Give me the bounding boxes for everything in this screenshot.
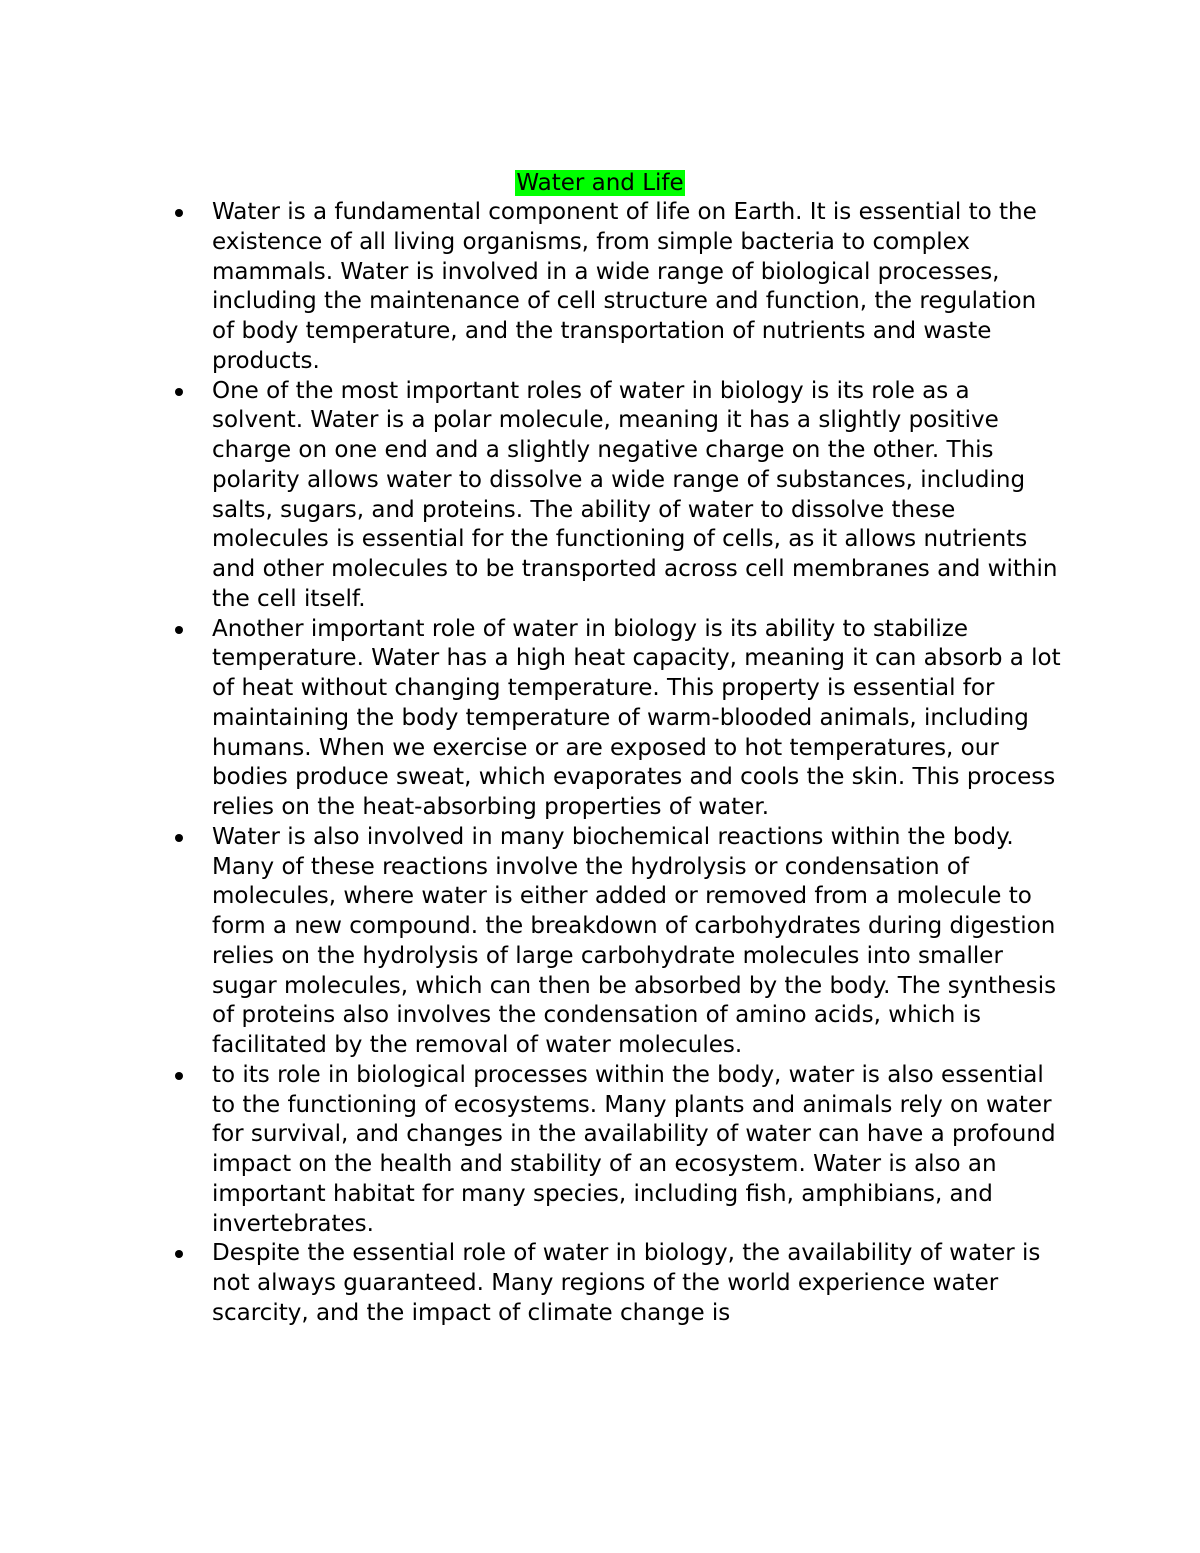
list-item-text: to its role in biological processes within the body, water is also essential to the functioning of ecosystems. Many plants and animals rely on water for survival, and changes in the availability of water can have a profound impact on the health and stability of an ecosystem. Water is also an important habitat for many species, including fish, amphibians, and invertebrates. — [212, 1061, 1056, 1237]
list-item-text: Water is also involved in many biochemical reactions within the body. Many of these reactions involve the hydrolysis or condensation of molecules, where water is either added or removed from a molecule to form a new compound. the breakdown of carbohydrates during digestion relies on the hydrolysis of large carbohydrate molecules into smaller sugar molecules, which can then be absorbed by the body. The synthesis of proteins also involves the condensation of amino acids, which is facilitated by the removal of water molecules. — [212, 823, 1057, 1058]
bullet-icon — [175, 626, 183, 634]
list-item-text: Another important role of water in biology is its ability to stabilize temperature. Water has a high heat capacity, meaning it can absorb a lot of heat without changing temperature. This property is essential for maintaining the body temperature of warm-blooded animals, including humans. When we exercise or are exposed to hot temperatures, our bodies produce sweat, which evaporates and cools the skin. This process relies on the heat-absorbing properties of water. — [212, 615, 1061, 820]
list-item — [212, 615, 1062, 823]
bullet-icon — [175, 388, 183, 396]
bullet-icon — [175, 834, 183, 842]
title-line — [0, 168, 1200, 198]
list-item — [212, 1061, 1062, 1240]
list-item-text: One of the most important roles of water in biology is its role as a solvent. Water is a polar molecule, meaning it has a slightly positive charge on one end and a slightly negative charge on the other. This polarity allows water to dissolve a wide range of substances, including salts, sugars, and proteins. The ability of water to dissolve these molecules is essential for the functioning of cells, as it allows nutrients and other molecules to be transported across cell membranes and within the cell itself. — [212, 377, 1058, 612]
bullet-icon — [175, 1250, 183, 1258]
list-item — [212, 377, 1062, 615]
bullet-icon — [175, 209, 183, 217]
bullet-list — [212, 198, 1062, 1329]
list-item — [212, 823, 1062, 1061]
bullet-icon — [175, 1072, 183, 1080]
list-item-text: Water is a fundamental component of life on Earth. It is essential to the existence of all living organisms, from simple bacteria to complex mammals. Water is involved in a wide range of biological processes, including the maintenance of cell structure and function, the regulation of body temperature, and the transportation of nutrients and waste products. — [212, 199, 1037, 374]
list-item — [212, 198, 1062, 377]
document-title: Water and Life — [516, 170, 684, 196]
list-item — [212, 1239, 1062, 1328]
list-item-text: Despite the essential role of water in biology, the availability of water is not always guaranteed. Many regions of the world experience water scarcity, and the impact of climate change is — [212, 1240, 1041, 1326]
